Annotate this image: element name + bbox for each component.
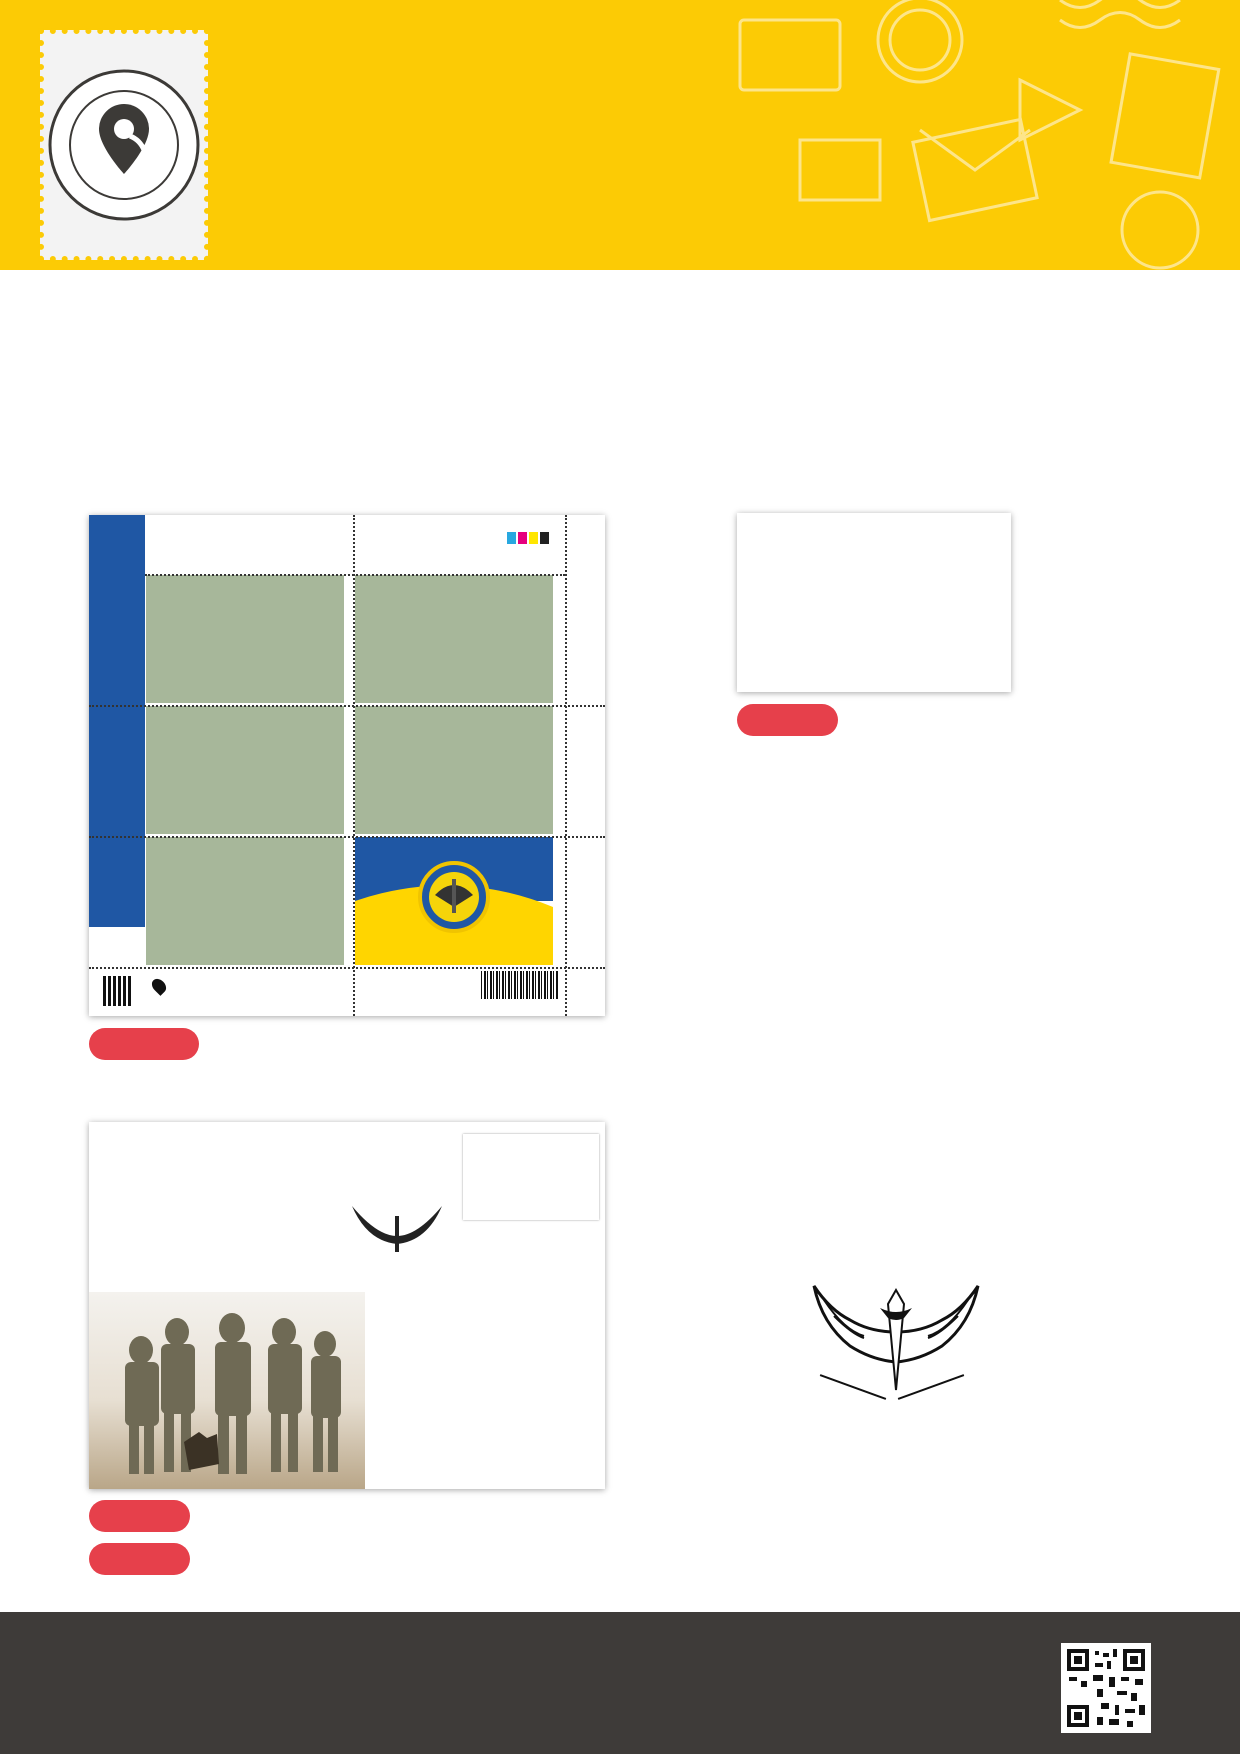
coupon-flag [355, 837, 553, 965]
cover-soldiers-illustration [89, 1292, 365, 1489]
single-stamp [737, 513, 1011, 692]
sheet-stamp [355, 575, 553, 703]
sheet-barcode [481, 971, 559, 999]
sheet-qr-code [103, 976, 133, 1006]
cover-stamp [463, 1134, 599, 1220]
postmark-owl-sword-icon [810, 1280, 982, 1392]
sheet-side-label [106, 839, 128, 951]
sheet-side-label-right [571, 577, 593, 689]
perforation [145, 574, 565, 576]
first-day-cover [89, 1122, 605, 1489]
sheet-side-label [106, 577, 128, 689]
cover-price-badge [89, 1500, 190, 1532]
postage-pattern-decoration [500, 0, 1240, 270]
footer-bar [0, 1612, 1240, 1754]
cancelled-cover-price-badge [89, 1543, 190, 1575]
perforation [89, 967, 605, 969]
sheet-side-label-right [571, 708, 593, 820]
sheet-brand [153, 977, 173, 994]
shop-qr-code[interactable] [1061, 1643, 1151, 1733]
perforation [565, 515, 567, 1016]
sheet-stamp [146, 575, 344, 703]
sheet-stamp [355, 706, 553, 834]
color-register-marks [507, 531, 557, 545]
qr-code-icon [1061, 1643, 1151, 1733]
perforation [353, 515, 355, 1016]
header-banner [0, 0, 1240, 270]
cover-cancel-owl-icon [347, 1196, 447, 1256]
perforation [89, 836, 605, 838]
ukrposhta-logo [44, 34, 204, 256]
sheet-stamp [146, 837, 344, 965]
sheet-stamp [146, 706, 344, 834]
location-pin-icon [149, 976, 169, 996]
stamp-price-badge [737, 704, 838, 736]
single-stamp-image [748, 524, 1000, 681]
logo-stamp [44, 34, 204, 256]
sheet-price-badge [89, 1028, 199, 1060]
perforation [89, 705, 605, 707]
sheet-side-label [106, 708, 128, 820]
stamp-sheet [89, 515, 605, 1016]
